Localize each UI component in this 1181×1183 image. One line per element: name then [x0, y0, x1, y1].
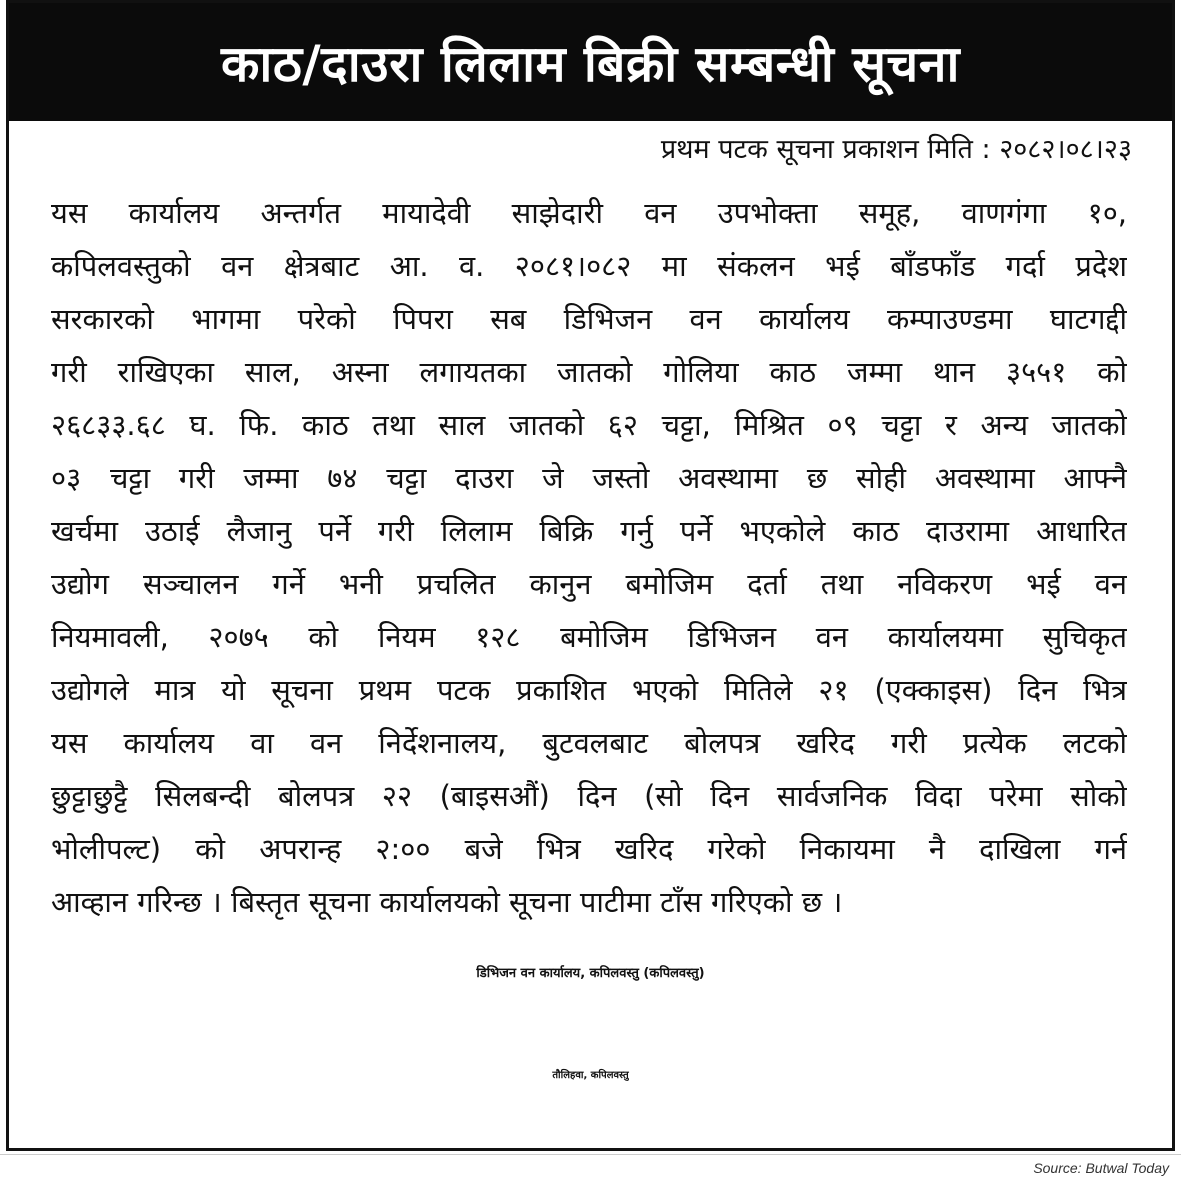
body-line: ०३ चट्टा गरी जम्मा ७४ चट्टा दाउरा जे जस्तो अवस्थामा छ सोही अवस्थामा आफ्नै [51, 461, 1127, 495]
body-line: यस कार्यालय वा वन निर्देशनालय, बुटवलबाट बोलपत्र खरिद गरी प्रत्येक लटको [51, 726, 1127, 760]
body-line: २६८३३.६८ घ. फि. काठ तथा साल जातको ६२ चट्टा, मिश्रित ०९ चट्टा र अन्य जातको [51, 408, 1127, 442]
source-credit: Source: Butwal Today [1033, 1160, 1169, 1176]
publication-date: प्रथम पटक सूचना प्रकाशन मिति : २०८२।०८।२३ [660, 134, 1132, 165]
body-line: उद्योग सञ्चालन गर्ने भनी प्रचलित कानुन बमोजिम दर्ता तथा नविकरण भई वन [51, 567, 1127, 601]
body-line: यस कार्यालय अन्तर्गत मायादेवी साझेदारी वन उपभोक्ता समूह, वाणगंगा १०, [51, 196, 1127, 230]
body-line: सरकारको भागमा परेको पिपरा सब डिभिजन वन कार्यालय कम्पाउण्डमा घाटगद्दी [51, 302, 1127, 336]
body-line: कपिलवस्तुको वन क्षेत्रबाट आ. व. २०८१।०८२ मा संकलन भई बाँडफाँड गर्दा प्रदेश [51, 249, 1127, 283]
issuing-office-address: तौलिहवा, कपिलवस्तु [552, 1070, 629, 1081]
body-line: छुट्टाछुट्टै सिलबन्दी बोलपत्र २२ (बाइसऔं) दिन (सो दिन सार्वजनिक विदा परेमा सोको [51, 779, 1127, 813]
body-line: भोलीपल्ट) को अपरान्ह २:०० बजे भित्र खरिद गरेको निकायमा नै दाखिला गर्न [51, 832, 1127, 866]
notice-title: काठ/दाउरा लिलाम बिक्री सम्बन्धी सूचना [221, 35, 960, 93]
body-line: आव्हान गरिन्छ । बिस्तृत सूचना कार्यालयको सूचना पाटीमा टाँस गरिएको छ । [51, 885, 843, 919]
notice-body [51, 187, 1127, 929]
body-line: खर्चमा उठाई लैजानु पर्ने गरी लिलाम बिक्रि गर्नु पर्ने भएकोले काठ दाउरामा आधारित [51, 514, 1127, 548]
header-bar [9, 3, 1172, 121]
notice-frame [6, 0, 1175, 1151]
body-line: गरी राखिएका साल, अस्ना लगायतका जातको गोलिया काठ जम्मा थान ३५५१ को [51, 355, 1127, 389]
body-line: नियमावली, २०७५ को नियम १२८ बमोजिम डिभिजन वन कार्यालयमा सुचिकृत [51, 620, 1127, 654]
footer-divider [0, 1154, 1181, 1155]
body-line: उद्योगले मात्र यो सूचना प्रथम पटक प्रकाशित भएको मितिले २१ (एक्काइस) दिन भित्र [51, 673, 1127, 707]
issuing-office-name: डिभिजन वन कार्यालय, कपिलवस्तु (कपिलवस्तु) [476, 966, 705, 981]
